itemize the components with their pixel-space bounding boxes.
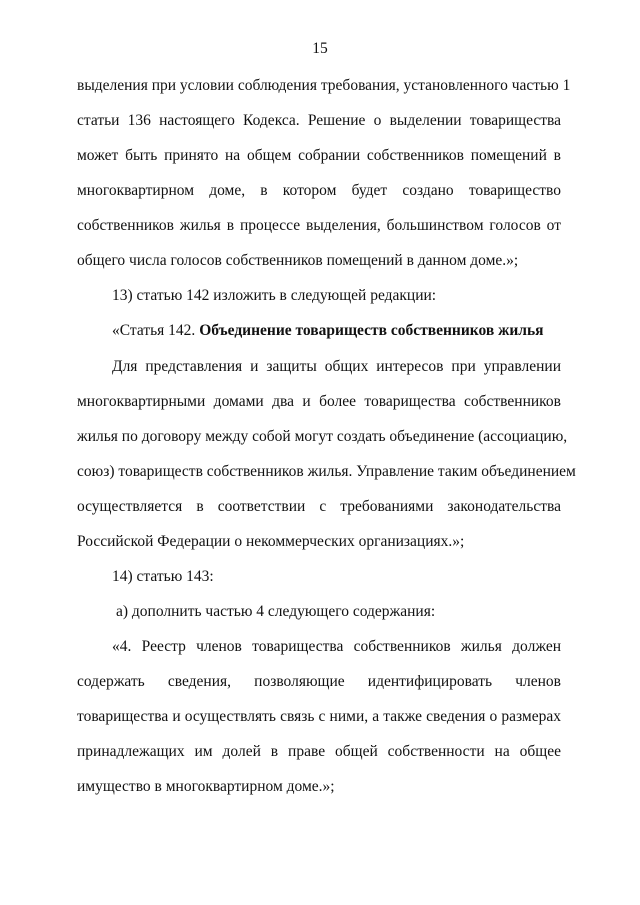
paragraph-line: общего числа голосов собственников помещений в данном доме.»; bbox=[77, 252, 519, 269]
paragraph-line: принадлежащих им долей в праве общей собственности на общее bbox=[77, 743, 561, 760]
paragraph-line: выделения при условии соблюдения требования, установленного частью 1 bbox=[77, 77, 571, 94]
article-heading bbox=[112, 321, 561, 341]
amendment-item: 14) статью 143: bbox=[112, 568, 214, 585]
article-title: Объединение товариществ собственников жилья bbox=[199, 322, 544, 339]
paragraph-line: Российской Федерации о некоммерческих организациях.»; bbox=[77, 533, 465, 550]
paragraph-line: Для представления и защиты общих интересов при управлении bbox=[112, 358, 561, 375]
paragraph-line: имущество в многоквартирном доме.»; bbox=[77, 778, 335, 795]
paragraph-line: содержать сведения, позволяющие идентифицировать членов bbox=[77, 673, 561, 690]
paragraph-line: статьи 136 настоящего Кодекса. Решение о выделении товарищества bbox=[77, 112, 561, 129]
amendment-subitem: а) дополнить частью 4 следующего содержания: bbox=[116, 603, 436, 620]
paragraph-line: «4. Реестр членов товарищества собственников жилья должен bbox=[112, 638, 561, 655]
paragraph-line: может быть принято на общем собрании собственников помещений в bbox=[77, 147, 561, 164]
amendment-item: 13) статью 142 изложить в следующей редакции: bbox=[112, 287, 437, 304]
paragraph-line: товарищества и осуществлять связь с ними, а также сведения о размерах bbox=[77, 708, 561, 725]
paragraph-line: многоквартирном доме, в котором будет создано товарищество bbox=[77, 182, 561, 199]
paragraph-line: жилья по договору между собой могут создать объединение (ассоциацию, bbox=[77, 428, 568, 445]
paragraph-line: союз) товариществ собственников жилья. Управление таким объединением bbox=[77, 463, 576, 480]
paragraph-line: многоквартирными домами два и более товарищества собственников bbox=[77, 393, 561, 410]
paragraph-line: осуществляется в соответствии с требованиями законодательства bbox=[77, 498, 561, 515]
paragraph-line: собственников жилья в процессе выделения, большинством голосов от bbox=[77, 217, 561, 234]
page-number: 15 bbox=[312, 40, 328, 57]
article-number: «Статья 142. bbox=[112, 322, 200, 339]
